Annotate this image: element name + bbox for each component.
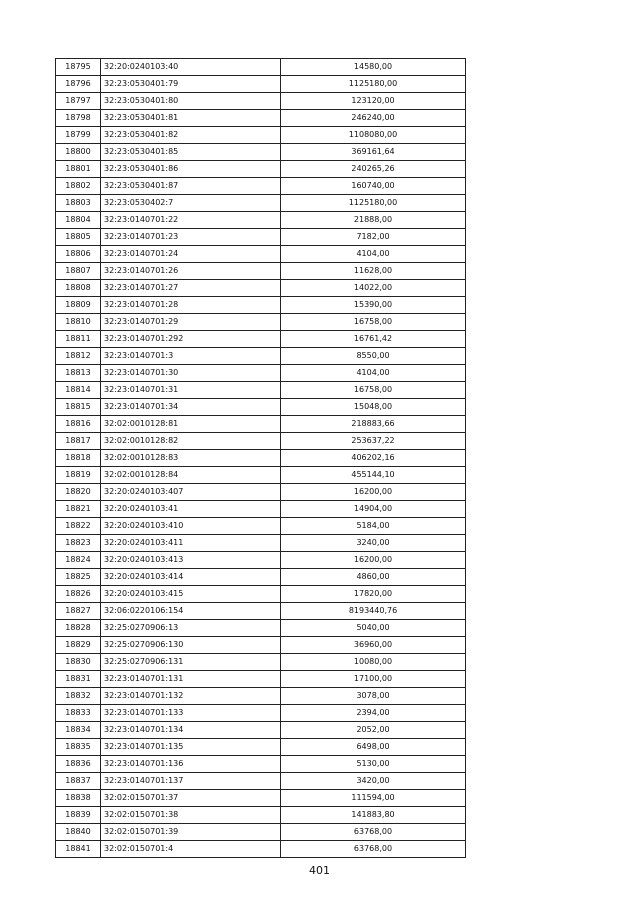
cadastral-number-cell: 32:02:0010128:84 (101, 467, 281, 484)
table-row (56, 212, 466, 229)
table-row (56, 416, 466, 433)
table-row (56, 110, 466, 127)
cadastral-value-cell: 240265,26 (281, 161, 466, 178)
cadastral-value-cell: 3420,00 (281, 773, 466, 790)
table-row (56, 841, 466, 858)
cadastral-value-cell: 14580,00 (281, 59, 466, 76)
table-row (56, 178, 466, 195)
row-number-cell: 18822 (56, 518, 101, 535)
cadastral-value-cell: 2394,00 (281, 705, 466, 722)
row-number-cell: 18825 (56, 569, 101, 586)
table-row (56, 756, 466, 773)
row-number-cell: 18798 (56, 110, 101, 127)
cadastral-number-cell: 32:02:0150701:37 (101, 790, 281, 807)
cadastral-value-cell: 455144,10 (281, 467, 466, 484)
row-number-cell: 18802 (56, 178, 101, 195)
table-row (56, 501, 466, 518)
row-number-cell: 18841 (56, 841, 101, 858)
cadastral-number-cell: 32:23:0140701:132 (101, 688, 281, 705)
row-number-cell: 18828 (56, 620, 101, 637)
cadastral-value-cell: 8193440,76 (281, 603, 466, 620)
row-number-cell: 18801 (56, 161, 101, 178)
table-row (56, 365, 466, 382)
page-number: 401 (309, 864, 330, 877)
table-row (56, 671, 466, 688)
row-number-cell: 18809 (56, 297, 101, 314)
table-row (56, 739, 466, 756)
cadastral-value-cell: 14022,00 (281, 280, 466, 297)
cadastral-number-cell: 32:23:0140701:26 (101, 263, 281, 280)
table-row (56, 297, 466, 314)
row-number-cell: 18829 (56, 637, 101, 654)
row-number-cell: 18796 (56, 76, 101, 93)
row-number-cell: 18811 (56, 331, 101, 348)
cadastral-number-cell: 32:23:0530401:85 (101, 144, 281, 161)
table-row (56, 229, 466, 246)
row-number-cell: 18827 (56, 603, 101, 620)
cadastral-value-cell: 3078,00 (281, 688, 466, 705)
cadastral-value-cell: 16758,00 (281, 382, 466, 399)
cadastral-number-cell: 32:02:0150701:4 (101, 841, 281, 858)
row-number-cell: 18804 (56, 212, 101, 229)
cadastral-number-cell: 32:20:0240103:40 (101, 59, 281, 76)
row-number-cell: 18818 (56, 450, 101, 467)
cadastral-number-cell: 32:25:0270906:13 (101, 620, 281, 637)
row-number-cell: 18826 (56, 586, 101, 603)
table-row (56, 603, 466, 620)
cadastral-number-cell: 32:20:0240103:41 (101, 501, 281, 518)
cadastral-number-cell: 32:23:0140701:30 (101, 365, 281, 382)
cadastral-number-cell: 32:23:0140701:28 (101, 297, 281, 314)
cadastral-value-cell: 63768,00 (281, 824, 466, 841)
cadastral-value-cell: 5040,00 (281, 620, 466, 637)
cadastral-value-cell: 16200,00 (281, 552, 466, 569)
table-row (56, 280, 466, 297)
row-number-cell: 18810 (56, 314, 101, 331)
row-number-cell: 18832 (56, 688, 101, 705)
cadastral-number-cell: 32:23:0530401:79 (101, 76, 281, 93)
row-number-cell: 18800 (56, 144, 101, 161)
cadastral-number-cell: 32:02:0010128:83 (101, 450, 281, 467)
table-row (56, 688, 466, 705)
table-row (56, 314, 466, 331)
row-number-cell: 18812 (56, 348, 101, 365)
row-number-cell: 18807 (56, 263, 101, 280)
table-row (56, 773, 466, 790)
cadastral-value-cell: 2052,00 (281, 722, 466, 739)
cadastral-value-cell: 141883,80 (281, 807, 466, 824)
cadastral-value-cell: 4104,00 (281, 365, 466, 382)
table-row (56, 552, 466, 569)
cadastral-value-cell: 17820,00 (281, 586, 466, 603)
row-number-cell: 18815 (56, 399, 101, 416)
row-number-cell: 18837 (56, 773, 101, 790)
cadastral-value-cell: 406202,16 (281, 450, 466, 467)
cadastral-value-cell: 1125180,00 (281, 76, 466, 93)
cadastral-number-cell: 32:20:0240103:410 (101, 518, 281, 535)
row-number-cell: 18819 (56, 467, 101, 484)
cadastral-value-cell: 111594,00 (281, 790, 466, 807)
cadastral-number-cell: 32:20:0240103:415 (101, 586, 281, 603)
cadastral-value-cell: 63768,00 (281, 841, 466, 858)
cadastral-number-cell: 32:23:0140701:137 (101, 773, 281, 790)
table-body (56, 59, 466, 858)
table-row (56, 433, 466, 450)
cadastral-value-table (55, 58, 466, 858)
cadastral-number-cell: 32:20:0240103:411 (101, 535, 281, 552)
cadastral-number-cell: 32:02:0010128:82 (101, 433, 281, 450)
row-number-cell: 18824 (56, 552, 101, 569)
cadastral-number-cell: 32:02:0010128:81 (101, 416, 281, 433)
cadastral-number-cell: 32:23:0140701:136 (101, 756, 281, 773)
row-number-cell: 18799 (56, 127, 101, 144)
table-row (56, 824, 466, 841)
cadastral-value-cell: 36960,00 (281, 637, 466, 654)
row-number-cell: 18839 (56, 807, 101, 824)
cadastral-value-cell: 5130,00 (281, 756, 466, 773)
cadastral-value-cell: 16200,00 (281, 484, 466, 501)
table-row (56, 654, 466, 671)
table-row (56, 450, 466, 467)
table-row (56, 161, 466, 178)
table-row (56, 467, 466, 484)
table-row (56, 127, 466, 144)
table-row (56, 569, 466, 586)
table-row (56, 790, 466, 807)
cadastral-number-cell: 32:20:0240103:407 (101, 484, 281, 501)
table-row (56, 382, 466, 399)
table-row (56, 637, 466, 654)
table-row (56, 144, 466, 161)
cadastral-number-cell: 32:23:0140701:22 (101, 212, 281, 229)
row-number-cell: 18820 (56, 484, 101, 501)
cadastral-value-cell: 10080,00 (281, 654, 466, 671)
cadastral-number-cell: 32:02:0150701:38 (101, 807, 281, 824)
cadastral-number-cell: 32:23:0140701:134 (101, 722, 281, 739)
table-row (56, 246, 466, 263)
row-number-cell: 18833 (56, 705, 101, 722)
row-number-cell: 18805 (56, 229, 101, 246)
cadastral-number-cell: 32:23:0140701:3 (101, 348, 281, 365)
cadastral-value-cell: 11628,00 (281, 263, 466, 280)
cadastral-value-cell: 15390,00 (281, 297, 466, 314)
cadastral-value-cell: 8550,00 (281, 348, 466, 365)
cadastral-number-cell: 32:23:0140701:24 (101, 246, 281, 263)
cadastral-number-cell: 32:20:0240103:414 (101, 569, 281, 586)
cadastral-value-cell: 369161,64 (281, 144, 466, 161)
table-row (56, 348, 466, 365)
table-row (56, 705, 466, 722)
table-row (56, 331, 466, 348)
row-number-cell: 18814 (56, 382, 101, 399)
row-number-cell: 18834 (56, 722, 101, 739)
table-row (56, 518, 466, 535)
row-number-cell: 18813 (56, 365, 101, 382)
cadastral-value-cell: 4104,00 (281, 246, 466, 263)
cadastral-number-cell: 32:23:0140701:292 (101, 331, 281, 348)
cadastral-value-cell: 5184,00 (281, 518, 466, 535)
cadastral-value-cell: 1108080,00 (281, 127, 466, 144)
cadastral-number-cell: 32:23:0140701:27 (101, 280, 281, 297)
cadastral-number-cell: 32:23:0140701:131 (101, 671, 281, 688)
cadastral-value-cell: 17100,00 (281, 671, 466, 688)
row-number-cell: 18808 (56, 280, 101, 297)
cadastral-value-cell: 15048,00 (281, 399, 466, 416)
row-number-cell: 18831 (56, 671, 101, 688)
cadastral-value-cell: 16761,42 (281, 331, 466, 348)
cadastral-number-cell: 32:23:0530401:82 (101, 127, 281, 144)
table-row (56, 620, 466, 637)
cadastral-value-cell: 253637,22 (281, 433, 466, 450)
table-row (56, 535, 466, 552)
cadastral-number-cell: 32:23:0530402:7 (101, 195, 281, 212)
cadastral-value-cell: 7182,00 (281, 229, 466, 246)
cadastral-number-cell: 32:25:0270906:131 (101, 654, 281, 671)
cadastral-number-cell: 32:02:0150701:39 (101, 824, 281, 841)
table-row (56, 59, 466, 76)
row-number-cell: 18803 (56, 195, 101, 212)
table-row (56, 263, 466, 280)
cadastral-value-cell: 160740,00 (281, 178, 466, 195)
cadastral-number-cell: 32:23:0140701:29 (101, 314, 281, 331)
cadastral-value-cell: 1125180,00 (281, 195, 466, 212)
row-number-cell: 18816 (56, 416, 101, 433)
cadastral-number-cell: 32:23:0140701:23 (101, 229, 281, 246)
cadastral-number-cell: 32:23:0530401:86 (101, 161, 281, 178)
cadastral-value-cell: 123120,00 (281, 93, 466, 110)
cadastral-value-cell: 3240,00 (281, 535, 466, 552)
table-row (56, 586, 466, 603)
table-row (56, 484, 466, 501)
cadastral-number-cell: 32:23:0530401:80 (101, 93, 281, 110)
table-row (56, 722, 466, 739)
cadastral-number-cell: 32:23:0530401:81 (101, 110, 281, 127)
row-number-cell: 18830 (56, 654, 101, 671)
cadastral-value-cell: 16758,00 (281, 314, 466, 331)
table-row (56, 807, 466, 824)
cadastral-number-cell: 32:06:0220106:154 (101, 603, 281, 620)
cadastral-value-cell: 218883,66 (281, 416, 466, 433)
cadastral-number-cell: 32:23:0140701:31 (101, 382, 281, 399)
cadastral-number-cell: 32:25:0270906:130 (101, 637, 281, 654)
table-row (56, 195, 466, 212)
table-row (56, 76, 466, 93)
row-number-cell: 18838 (56, 790, 101, 807)
row-number-cell: 18835 (56, 739, 101, 756)
row-number-cell: 18823 (56, 535, 101, 552)
cadastral-value-cell: 21888,00 (281, 212, 466, 229)
row-number-cell: 18795 (56, 59, 101, 76)
row-number-cell: 18840 (56, 824, 101, 841)
row-number-cell: 18806 (56, 246, 101, 263)
cadastral-number-cell: 32:23:0140701:34 (101, 399, 281, 416)
table-row (56, 399, 466, 416)
cadastral-number-cell: 32:23:0140701:135 (101, 739, 281, 756)
row-number-cell: 18836 (56, 756, 101, 773)
row-number-cell: 18797 (56, 93, 101, 110)
row-number-cell: 18821 (56, 501, 101, 518)
cadastral-number-cell: 32:23:0530401:87 (101, 178, 281, 195)
cadastral-value-cell: 14904,00 (281, 501, 466, 518)
cadastral-value-cell: 6498,00 (281, 739, 466, 756)
cadastral-value-cell: 246240,00 (281, 110, 466, 127)
row-number-cell: 18817 (56, 433, 101, 450)
cadastral-number-cell: 32:20:0240103:413 (101, 552, 281, 569)
cadastral-number-cell: 32:23:0140701:133 (101, 705, 281, 722)
table-row (56, 93, 466, 110)
cadastral-value-cell: 4860,00 (281, 569, 466, 586)
